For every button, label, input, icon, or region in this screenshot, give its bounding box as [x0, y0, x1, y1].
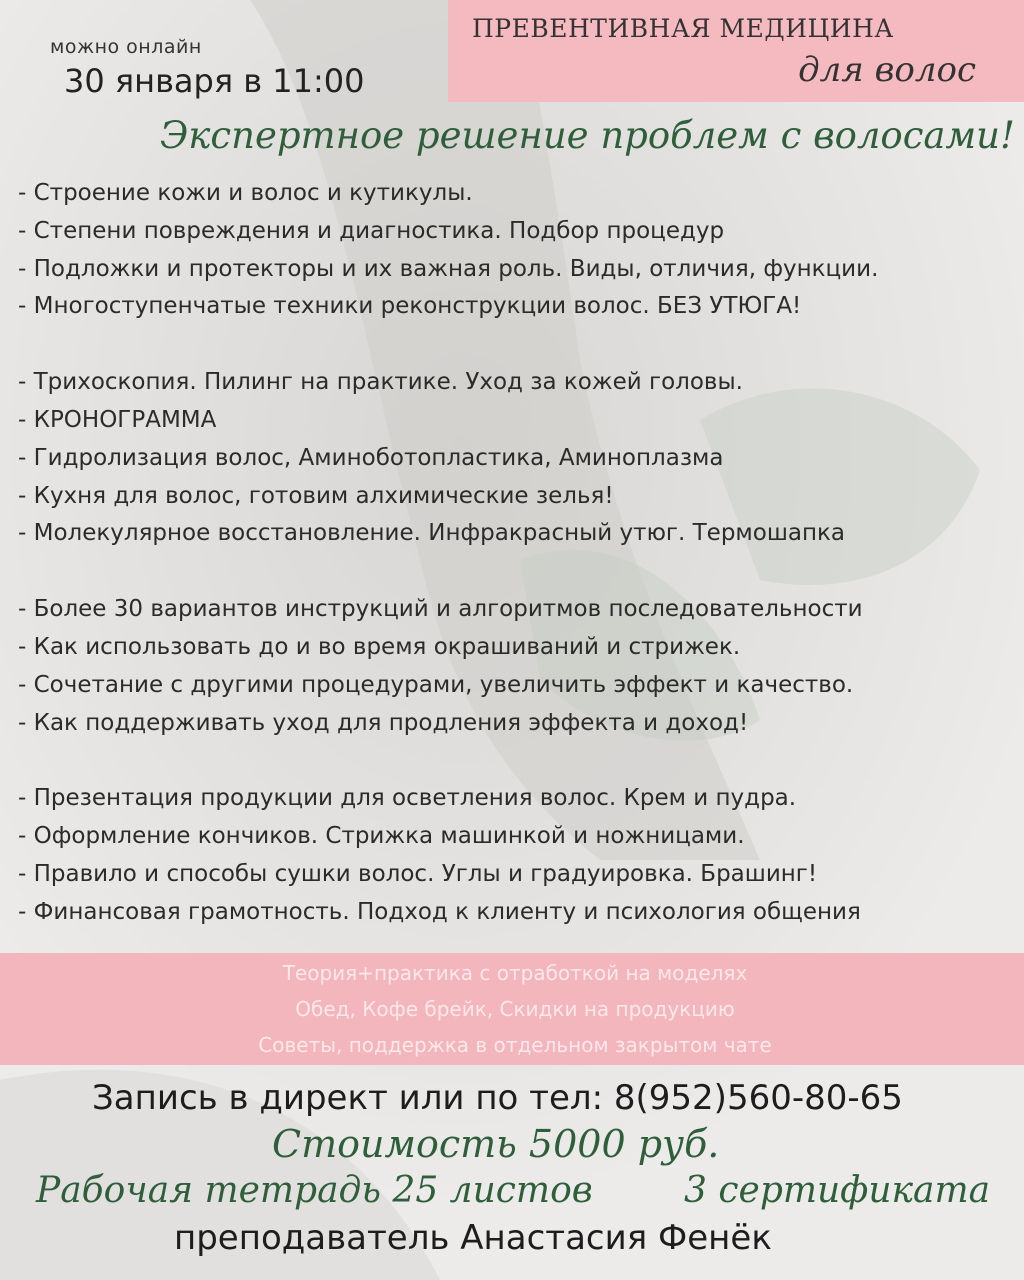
feature-line: Теория+практика с отработкой на моделях: [282, 961, 748, 985]
list-item: - Подложки и протекторы и их важная роль. Виды, отличия, функции.: [18, 255, 879, 282]
title-banner: [448, 0, 1024, 102]
list-item: - Оформление кончиков. Стрижка машинкой и ножницами.: [18, 823, 745, 850]
program-list: [18, 175, 1008, 932]
program-group-3: [18, 591, 1008, 742]
list-item: - Финансовая грамотность. Подход к клиенту и психология общения: [18, 898, 861, 925]
online-note: можно онлайн: [50, 36, 202, 58]
list-item: - Молекулярное восстановление. Инфракрасный утюг. Термошапка: [18, 520, 846, 547]
program-group-4: [18, 780, 1008, 931]
event-date: 30 января в 11:00: [64, 62, 365, 100]
teacher-line: преподаватель Анастасия Фенёк: [174, 1218, 772, 1258]
price: Стоимость 5000 руб.: [272, 1122, 720, 1166]
list-item: - Гидролизация волос, Аминоботопластика, Аминоплазма: [18, 444, 724, 471]
list-item: - Степени повреждения и диагностика. Подбор процедур: [18, 217, 725, 244]
headline: Экспертное решение проблем с волосами!: [160, 114, 1015, 157]
program-group-2: [18, 364, 1008, 553]
feature-line: Советы, поддержка в отдельном закрытом чате: [258, 1033, 772, 1057]
list-item: - Более 30 вариантов инструкций и алгоритмов последовательности: [18, 596, 863, 623]
list-item: - Как поддерживать уход для продления эффекта и доход!: [18, 709, 749, 736]
list-item: - Как использовать до и во время окрашиваний и стрижек.: [18, 633, 741, 660]
list-item: - Многоступенчатые техники реконструкции волос. БЕЗ УТЮГА!: [18, 293, 802, 320]
list-item: - Сочетание с другими процедурами, увеличить эффект и качество.: [18, 671, 854, 698]
program-group-1: [18, 175, 1008, 326]
list-item: - Строение кожи и волос и кутикулы.: [18, 180, 473, 206]
features-band: [0, 953, 1024, 1065]
contact-line: Запись в директ или по тел: 8(952)560-80-65: [92, 1078, 903, 1118]
date-block: [50, 36, 365, 100]
title-sub: для волос: [798, 50, 976, 90]
list-item: - Презентация продукции для осветления волос. Крем и пудра.: [18, 785, 797, 812]
list-item: - Кухня для волос, готовим алхимические зелья!: [18, 482, 614, 509]
title-main: ПРЕВЕНТИВНАЯ МЕДИЦИНА: [472, 14, 894, 43]
list-item: - КРОНОГРАММА: [18, 406, 217, 433]
list-item: - Трихоскопия. Пилинг на практике. Уход за кожей головы.: [18, 369, 743, 396]
workbook-note: Рабочая тетрадь 25 листов: [36, 1170, 593, 1211]
certificates-note: 3 сертификата: [684, 1170, 991, 1211]
feature-line: Обед, Кофе брейк, Скидки на продукцию: [295, 997, 735, 1021]
list-item: - Правило и способы сушки волос. Углы и градуировка. Брашинг!: [18, 860, 818, 887]
